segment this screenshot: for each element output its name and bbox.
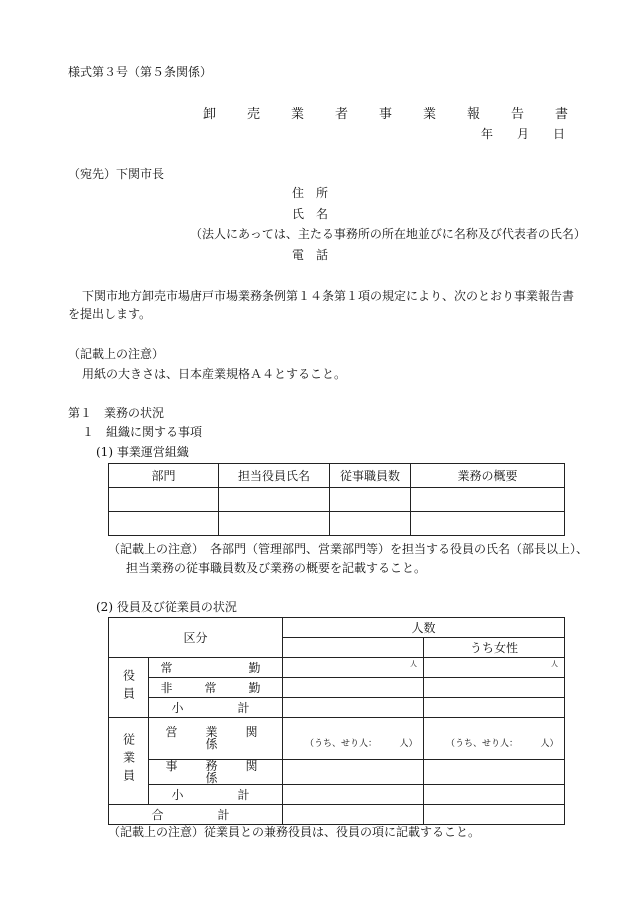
sales-note: （うち、せり人： 人） (283, 718, 424, 760)
org-table (108, 463, 565, 536)
org-cell[interactable] (411, 488, 565, 512)
org-cell[interactable] (411, 512, 565, 536)
name-label: 氏 名 (292, 207, 329, 221)
header-women: うち女性 (424, 638, 565, 658)
header-count: 人数 (283, 618, 565, 638)
sales-label: 営 業 関 係 (149, 718, 283, 760)
org-header-officer: 担当役員氏名 (219, 464, 330, 488)
body-text-line1: 下関市地方卸売市場唐戸市場業務条例第１４条第１項の規定により、次のとおり事業報告書 (82, 289, 575, 303)
employees-label: 従業員 (109, 718, 149, 805)
count-cell[interactable] (283, 785, 424, 805)
address-label: 住 所 (292, 186, 329, 200)
org-note-line2: 担当業務の従事職員数及び業務の概要を記載すること。 (126, 561, 427, 575)
unit-label: 人 (283, 658, 424, 678)
officers-label: 役員 (109, 658, 149, 718)
corporate-note: （法人にあっては、主たる事務所の所在地並びに名称及び代表者の氏名） (190, 227, 586, 241)
count-cell[interactable] (424, 760, 565, 785)
org-header-staff: 従事職員数 (330, 464, 411, 488)
count-cell[interactable] (283, 805, 424, 825)
staff-table (108, 617, 565, 825)
org-header-summary: 業務の概要 (411, 464, 565, 488)
officer-subtotal-label: 小 計 (149, 698, 283, 718)
count-cell[interactable] (424, 698, 565, 718)
count-cell[interactable] (424, 785, 565, 805)
org-table-title: (1) 事業運営組織 (96, 445, 189, 459)
count-cell[interactable] (283, 760, 424, 785)
sales-note: （うち、せり人： 人） (424, 718, 565, 760)
count-cell[interactable] (424, 678, 565, 698)
form-number: 様式第３号（第５条関係） (68, 65, 213, 79)
notice-text: 用紙の大きさは、日本産業規格Ａ４とすること。 (82, 367, 347, 381)
count-cell[interactable] (424, 805, 565, 825)
org-cell[interactable] (219, 488, 330, 512)
parttime-label: 非 常 勤 (149, 678, 283, 698)
org-cell[interactable] (109, 488, 219, 512)
table-row (109, 488, 565, 512)
count-cell[interactable] (283, 698, 424, 718)
org-note-line1: （記載上の注意） 各部門（管理部門、営業部門等）を担当する役員の氏名（部長以上）、 (108, 542, 589, 556)
fulltime-label: 常 勤 (149, 658, 283, 678)
section-heading: 第１ 業務の状況 (68, 406, 165, 420)
notice-heading: （記載上の注意） (68, 347, 165, 361)
header-category: 区分 (109, 618, 283, 658)
addressee: （宛先）下関市長 (68, 167, 165, 181)
phone-label: 電 話 (292, 248, 329, 262)
total-label: 合 計 (109, 805, 283, 825)
office-label: 事 務 関 係 (149, 760, 283, 785)
table-row (109, 512, 565, 536)
staff-table-title: (2) 役員及び従業員の状況 (96, 600, 237, 614)
org-cell[interactable] (330, 512, 411, 536)
date-line: 年 月 日 (481, 127, 566, 141)
body-text-line2: を提出します。 (68, 307, 152, 321)
org-cell[interactable] (330, 488, 411, 512)
org-cell[interactable] (219, 512, 330, 536)
org-cell[interactable] (109, 512, 219, 536)
unit-label: 人 (424, 658, 565, 678)
count-cell[interactable] (283, 678, 424, 698)
org-header-dept: 部門 (109, 464, 219, 488)
document-title: 卸 売 業 者 事 業 報 告 書 (203, 107, 578, 122)
staff-note: （記載上の注意）従業員との兼務役員は、役員の項に記載すること。 (108, 825, 481, 839)
employee-subtotal-label: 小 計 (149, 785, 283, 805)
subsection-heading: １ 組織に関する事項 (82, 425, 203, 439)
